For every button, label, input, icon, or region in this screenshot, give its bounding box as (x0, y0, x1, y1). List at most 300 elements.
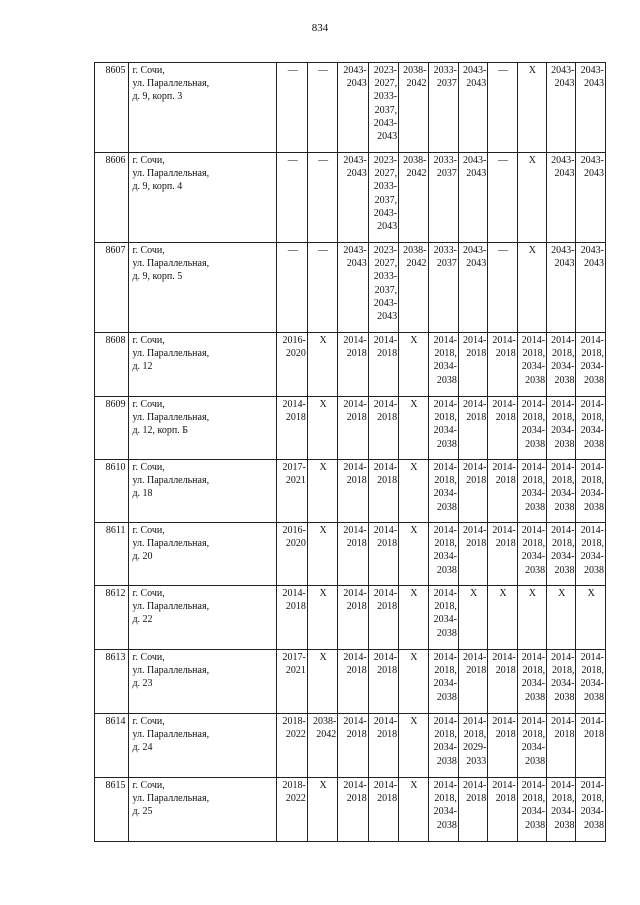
schedule-value: 2014- (343, 588, 367, 599)
record-number: 8608 (95, 333, 129, 397)
schedule-cell (458, 460, 487, 523)
schedule-cell (517, 397, 546, 460)
schedule-value: 2018, (581, 475, 604, 487)
schedule-value: 2038 (525, 438, 546, 450)
schedule-value: 2043 (377, 131, 398, 143)
schedule-value: 2018, (581, 793, 604, 805)
schedule-value: X (319, 462, 327, 473)
schedule-cell (277, 650, 307, 714)
schedule-cell (517, 333, 546, 397)
schedule-value: 2014- (551, 652, 575, 663)
schedule-cell (488, 714, 517, 778)
page-number: 834 (311, 22, 329, 34)
table-row (95, 460, 606, 523)
address-line: д. 25 (132, 806, 153, 818)
schedule-value: 2014- (343, 335, 367, 346)
schedule-value: 2014- (492, 335, 516, 346)
schedule-value: 2018, (551, 348, 575, 360)
schedule-cell (368, 523, 398, 586)
schedule-cell (307, 333, 337, 397)
schedule-cell (547, 586, 576, 650)
schedule-value: 2029- (462, 742, 487, 754)
schedule-value: 2043- (343, 245, 367, 256)
schedule-value: 2018 (377, 475, 398, 487)
address-line: д. 18 (132, 488, 153, 500)
schedule-cell (576, 153, 606, 243)
schedule-value: 2018- (282, 716, 306, 727)
schedule-cell (488, 460, 517, 523)
schedule-value: 2018 (554, 729, 575, 741)
schedule-value: 2018 (466, 665, 487, 677)
schedule-cell (277, 714, 307, 778)
schedule-value: 2014- (343, 652, 367, 663)
schedule-cell (547, 523, 576, 586)
schedule-value: 2043 (346, 258, 367, 270)
schedule-value: 2014- (462, 716, 487, 727)
schedule-value: 2018 (285, 601, 306, 613)
schedule-value: 2018, (551, 475, 575, 487)
schedule-value: 2014- (343, 780, 367, 791)
schedule-value: 2014- (580, 716, 604, 727)
schedule-value: — (318, 245, 329, 256)
schedule-value: 2038 (525, 501, 546, 513)
schedule-value: 2043- (551, 155, 575, 166)
schedule-value: 2020 (285, 348, 306, 360)
schedule-value: 2018 (466, 793, 487, 805)
schedule-cell (458, 63, 487, 153)
schedule-cell (547, 397, 576, 460)
schedule-value: 2018, (434, 475, 457, 487)
schedule-value: 2014- (551, 462, 575, 473)
schedule-cell (338, 63, 368, 153)
schedule-cell (488, 153, 517, 243)
schedule-cell (277, 778, 307, 842)
schedule-cell (399, 460, 428, 523)
address-line: д. 20 (132, 551, 153, 563)
address-line: д. 22 (132, 614, 153, 626)
schedule-value: 2018 (377, 601, 398, 613)
schedule-value: 2043- (343, 155, 367, 166)
schedule-value: 2014- (521, 462, 546, 473)
schedule-value: 2034- (521, 806, 546, 818)
schedule-cell (428, 63, 458, 153)
schedule-value: 2018 (495, 538, 516, 550)
schedule-value: 2014- (580, 335, 604, 346)
schedule-cell (576, 243, 606, 333)
schedule-cell (547, 153, 576, 243)
schedule-value: 2043- (551, 65, 575, 76)
schedule-value: 2043- (462, 155, 487, 166)
schedule-value: 2018, (522, 412, 546, 424)
schedule-value: — (287, 245, 298, 256)
schedule-cell (368, 153, 398, 243)
schedule-cell (307, 63, 337, 153)
schedule-cell (576, 714, 606, 778)
address-line: г. Сочи, (132, 462, 165, 473)
schedule-cell (488, 586, 517, 650)
schedule-value: 2016- (282, 335, 306, 346)
schedule-value: 2018 (466, 348, 487, 360)
schedule-cell (338, 586, 368, 650)
schedule-value: 2034- (580, 425, 604, 437)
schedule-value: 2018, (522, 793, 546, 805)
schedule-cell (399, 586, 428, 650)
schedule-cell (488, 650, 517, 714)
schedule-value: 2018, (581, 538, 604, 550)
schedule-value: 2014- (462, 399, 487, 410)
table-row (95, 243, 606, 333)
schedule-value: 2043 (346, 168, 367, 180)
schedule-value: 2018 (377, 793, 398, 805)
schedule-value: 2043 (554, 258, 575, 270)
schedule-value: 2033- (373, 91, 398, 103)
schedule-value: 2038 (525, 755, 546, 767)
table-row (95, 650, 606, 714)
schedule-value: X (410, 399, 418, 410)
address-line: ул. Параллельная, (132, 168, 210, 180)
schedule-cell (458, 243, 487, 333)
address-line: д. 9, корп. 5 (132, 271, 183, 283)
schedule-value: — (497, 155, 508, 166)
address-line: г. Сочи, (132, 780, 165, 791)
schedule-cell (428, 650, 458, 714)
schedule-value: 2042 (316, 729, 337, 741)
schedule-value: 2033- (373, 181, 398, 193)
schedule-value: 2043- (580, 245, 604, 256)
schedule-value: 2014- (492, 716, 516, 727)
schedule-cell (277, 333, 307, 397)
schedule-value: 2043 (466, 258, 487, 270)
table-row (95, 586, 606, 650)
address-cell (129, 460, 277, 523)
table-row (95, 63, 606, 153)
schedule-value: 2034- (521, 361, 546, 373)
schedule-value: 2034- (433, 742, 457, 754)
schedule-value: — (318, 155, 329, 166)
schedule-value: 2033- (373, 271, 398, 283)
schedule-cell (458, 153, 487, 243)
schedule-value: X (410, 716, 418, 727)
schedule-value: 2018, (551, 793, 575, 805)
address-cell (129, 650, 277, 714)
table-row (95, 397, 606, 460)
record-number: 8610 (95, 460, 129, 523)
schedule-value: 2034- (551, 488, 575, 500)
schedule-cell (458, 586, 487, 650)
schedule-value: 2017- (282, 652, 306, 663)
schedule-value: 2034- (433, 614, 457, 626)
schedule-value: X (528, 65, 536, 76)
schedule-cell (307, 650, 337, 714)
schedule-value: X (410, 462, 418, 473)
address-line: г. Сочи, (132, 716, 165, 727)
schedule-value: 2038 (436, 627, 457, 639)
schedule-value: 2027, (374, 78, 398, 90)
schedule-value: 2018, (434, 793, 457, 805)
address-line: г. Сочи, (132, 525, 165, 536)
schedule-value: 2018 (346, 601, 367, 613)
schedule-value: 2018 (466, 475, 487, 487)
schedule-cell (399, 333, 428, 397)
schedule-cell (338, 333, 368, 397)
schedule-value: X (319, 652, 327, 663)
schedule-value: 2027, (374, 258, 398, 270)
address-line: г. Сочи, (132, 652, 165, 663)
schedule-value: — (318, 65, 329, 76)
schedule-value: 2034- (433, 806, 457, 818)
schedule-value: 2014- (433, 652, 457, 663)
table-row (95, 714, 606, 778)
schedule-cell (547, 714, 576, 778)
schedule-value: 2037 (436, 258, 457, 270)
schedule-value: 2018 (346, 729, 367, 741)
record-number: 8609 (95, 397, 129, 460)
schedule-cell (399, 650, 428, 714)
record-number: 8605 (95, 63, 129, 153)
schedule-value: 2038 (554, 374, 575, 386)
address-line: ул. Параллельная, (132, 412, 210, 424)
schedule-value: 2023- (373, 155, 398, 166)
address-line: г. Сочи, (132, 65, 165, 76)
schedule-value: 2014- (373, 780, 398, 791)
schedule-cell (368, 333, 398, 397)
schedule-value: 2018, (581, 665, 604, 677)
schedule-cell (307, 778, 337, 842)
schedule-value: 2021 (285, 475, 306, 487)
schedule-value: 2043- (462, 245, 487, 256)
schedule-cell (428, 460, 458, 523)
schedule-cell (458, 714, 487, 778)
schedule-value: 2018 (346, 348, 367, 360)
schedule-cell (547, 243, 576, 333)
schedule-value: 2038 (525, 564, 546, 576)
schedule-value: 2018, (551, 412, 575, 424)
address-line: д. 9, корп. 3 (132, 91, 183, 103)
schedule-value: 2023- (373, 245, 398, 256)
schedule-value: 2034- (433, 488, 457, 500)
schedule-value: 2038 (436, 501, 457, 513)
schedule-value: 2018, (551, 538, 575, 550)
record-number: 8607 (95, 243, 129, 333)
schedule-cell (399, 523, 428, 586)
schedule-value: 2021 (285, 665, 306, 677)
address-cell (129, 397, 277, 460)
schedule-cell (428, 714, 458, 778)
schedule-value: 2043- (373, 207, 398, 219)
schedule-cell (277, 63, 307, 153)
schedule-value: 2014- (521, 525, 546, 536)
schedule-cell (277, 460, 307, 523)
schedule-value: 2043- (551, 245, 575, 256)
schedule-value: 2034- (433, 425, 457, 437)
schedule-value: 2034- (551, 806, 575, 818)
schedule-value: 2014- (433, 780, 457, 791)
schedule-value: X (528, 155, 536, 166)
schedule-value: 2018 (466, 538, 487, 550)
schedule-value: X (319, 399, 327, 410)
address-line: г. Сочи, (132, 155, 165, 166)
schedule-value: 2014- (551, 780, 575, 791)
schedule-value: 2014- (580, 399, 604, 410)
schedule-value: 2038- (403, 245, 427, 256)
address-line: ул. Параллельная, (132, 78, 210, 90)
address-cell (129, 63, 277, 153)
schedule-value: 2038 (584, 374, 604, 386)
schedule-cell (458, 397, 487, 460)
schedule-cell (399, 243, 428, 333)
schedule-cell (277, 397, 307, 460)
schedule-value: 2034- (580, 488, 604, 500)
schedule-value: 2014- (492, 780, 516, 791)
address-cell (129, 714, 277, 778)
schedule-value: X (410, 652, 418, 663)
schedule-value: 2014- (492, 652, 516, 663)
address-line: ул. Параллельная, (132, 601, 210, 613)
record-number: 8613 (95, 650, 129, 714)
schedule-cell (368, 650, 398, 714)
schedule-cell (368, 586, 398, 650)
schedule-value: 2014- (282, 399, 306, 410)
address-line: г. Сочи, (132, 335, 165, 346)
schedule-cell (307, 714, 337, 778)
record-number: 8611 (95, 523, 129, 586)
schedule-cell (517, 63, 546, 153)
schedule-value: 2023- (373, 65, 398, 76)
schedule-cell (368, 63, 398, 153)
schedule-cell (399, 63, 428, 153)
schedule-value: 2037, (374, 194, 398, 206)
address-line: ул. Параллельная, (132, 348, 210, 360)
schedule-value: 2043- (580, 65, 604, 76)
schedule-cell (307, 153, 337, 243)
schedule-cell (338, 153, 368, 243)
schedule-cell (547, 333, 576, 397)
schedule-value: 2018, (551, 665, 575, 677)
schedule-cell (338, 460, 368, 523)
schedule-value: 2034- (521, 425, 546, 437)
schedule-value: 2014- (492, 525, 516, 536)
schedule-value: 2037, (374, 284, 398, 296)
schedule-value: X (469, 588, 478, 599)
schedule-value: 2038 (584, 819, 604, 831)
schedule-value: 2018, (522, 665, 546, 677)
schedule-value: X (499, 588, 507, 599)
schedule-value: 2018 (584, 729, 604, 741)
address-line: д. 23 (132, 678, 153, 690)
address-line: г. Сочи, (132, 399, 165, 410)
schedule-value: 2018, (463, 729, 487, 741)
address-cell (129, 523, 277, 586)
schedule-value: 2043- (580, 155, 604, 166)
table-row (95, 778, 606, 842)
schedule-cell (488, 397, 517, 460)
schedule-value: — (497, 245, 508, 256)
schedule-value: 2042 (406, 168, 427, 180)
schedule-cell (488, 333, 517, 397)
schedule-cell (307, 460, 337, 523)
schedule-value: 2038 (525, 691, 546, 703)
schedule-value: 2014- (343, 399, 367, 410)
schedule-value: 2034- (551, 361, 575, 373)
schedule-value: 2034- (580, 551, 604, 563)
schedule-value: 2018 (495, 793, 516, 805)
address-cell (129, 333, 277, 397)
schedule-value: 2014- (551, 525, 575, 536)
schedule-value: 2014- (551, 399, 575, 410)
schedule-value: 2018, (522, 348, 546, 360)
schedule-value: 2018 (285, 412, 306, 424)
schedule-cell (458, 650, 487, 714)
schedule-value: 2038- (312, 716, 337, 727)
address-line: ул. Параллельная, (132, 665, 210, 677)
schedule-cell (307, 397, 337, 460)
schedule-value: X (410, 780, 418, 791)
schedule-cell (368, 714, 398, 778)
schedule-value: 2018 (377, 665, 398, 677)
schedule-value: 2038- (403, 155, 427, 166)
schedule-value: 2018, (522, 729, 546, 741)
schedule-cell (488, 63, 517, 153)
schedule-cell (517, 586, 546, 650)
schedule-cell (576, 397, 606, 460)
schedule-cell (458, 778, 487, 842)
schedule-value: 2018, (434, 538, 457, 550)
record-number: 8615 (95, 778, 129, 842)
schedule-value: 2014- (580, 525, 604, 536)
schedule-value: X (410, 335, 418, 346)
schedule-value: 2014- (462, 525, 487, 536)
schedule-value: 2018 (346, 665, 367, 677)
schedule-value: 2022 (285, 729, 306, 741)
schedule-value: 2014- (492, 399, 516, 410)
schedule-value: 2014- (521, 716, 546, 727)
housing-repair-schedule-table (94, 62, 606, 842)
schedule-value: 2038 (554, 501, 575, 513)
record-number: 8614 (95, 714, 129, 778)
schedule-cell (547, 63, 576, 153)
schedule-value: 2014- (433, 335, 457, 346)
address-cell (129, 778, 277, 842)
schedule-value: 2020 (285, 538, 306, 550)
schedule-value: X (558, 588, 566, 599)
schedule-value: 2043 (377, 221, 398, 233)
schedule-value: 2033- (433, 65, 457, 76)
schedule-cell (368, 397, 398, 460)
schedule-value: — (287, 155, 298, 166)
schedule-value: 2034- (521, 742, 546, 754)
schedule-value: 2037, (374, 104, 398, 116)
schedule-cell (338, 523, 368, 586)
schedule-value: 2043- (462, 65, 487, 76)
schedule-cell (338, 778, 368, 842)
schedule-cell (399, 153, 428, 243)
schedule-value: 2014- (580, 462, 604, 473)
schedule-value: 2033 (466, 755, 487, 767)
schedule-value: 2018 (495, 729, 516, 741)
address-line: ул. Параллельная, (132, 258, 210, 270)
schedule-value: 2018, (434, 665, 457, 677)
schedule-cell (576, 586, 606, 650)
schedule-value: 2014- (373, 335, 398, 346)
schedule-value: 2014- (462, 652, 487, 663)
schedule-value: 2034- (521, 551, 546, 563)
schedule-cell (517, 153, 546, 243)
schedule-value: 2038 (436, 374, 457, 386)
schedule-value: 2037 (436, 168, 457, 180)
schedule-value: 2043 (554, 78, 575, 90)
schedule-cell (576, 63, 606, 153)
schedule-value: 2038 (525, 374, 546, 386)
